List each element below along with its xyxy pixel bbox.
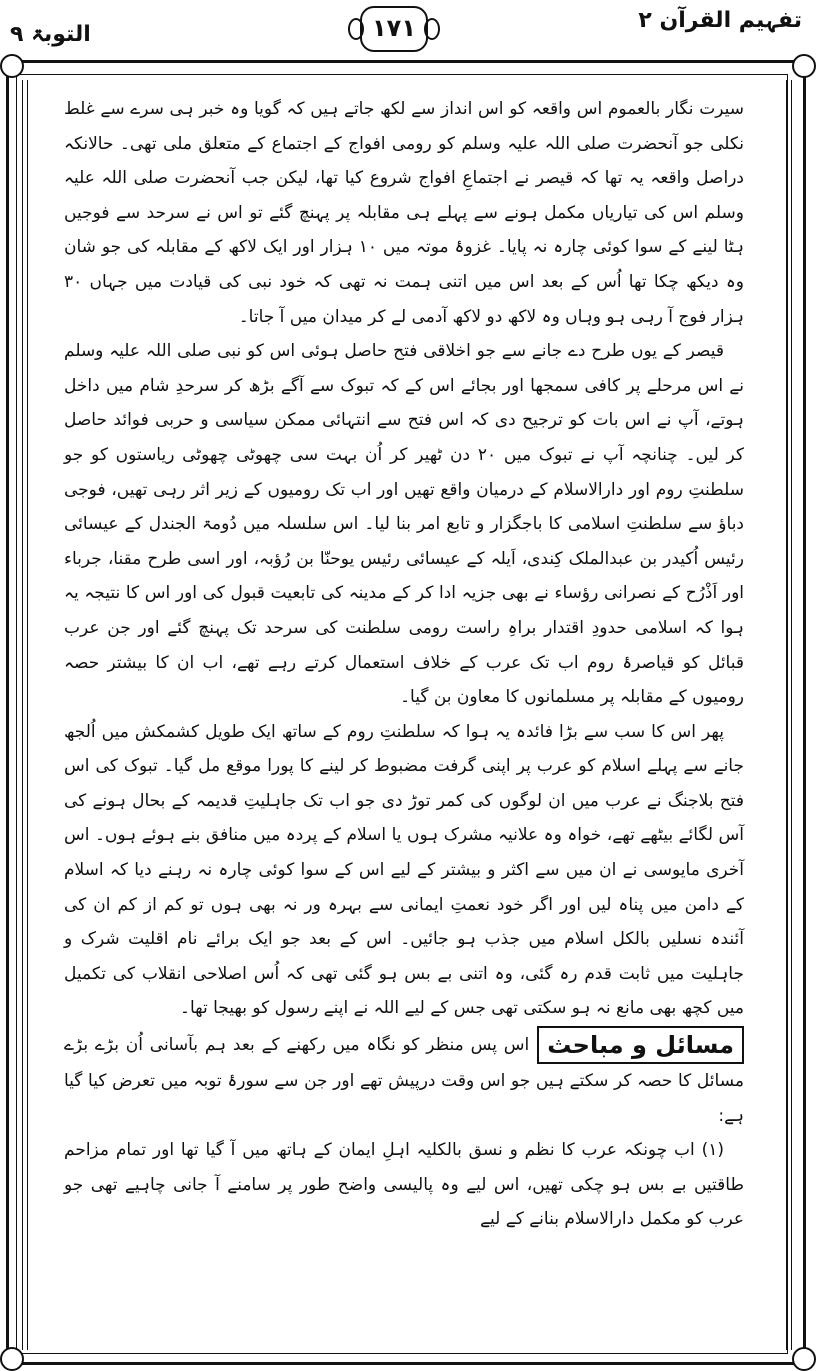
corner-ornament-top-right	[792, 54, 816, 78]
paragraph-3: پھر اس کا سب سے بڑا فائدہ یہ ہوا کہ سلطنتِ روم کے ساتھ ایک طویل کشمکش میں اُلجھ جانے سے پہلے اسلام کو عرب پر اپنی گرفت مضبوط کر لینے کا پورا موقع مل گیا۔ تبوک کی اس فتح بلاجنگ نے عرب میں ان لوگوں کی کمر توڑ دی جو اب تک جاہلیتِ قدیمہ کے بحال ہونے کی آس لگائے بیٹھے تھے، خواہ وہ علانیہ مشرک ہوں یا اسلام کے پردہ میں منافق بنے ہوئے ہوں۔ اس آخری مایوسی نے ان میں سے اکثر و بیشتر کے لیے اس کے سوا کوئی چارہ نہ رہنے دیا کہ اسلام کے دامن میں پناہ لیں اور اگر خود نعمتِ ایمانی سے بہرہ ور نہ بھی ہوں تو کم از کم ان کی آئندہ نسلیں بالکل اسلام میں جذب ہو جائیں۔ اس کے بعد جو ایک برائے نام اقلیت شرک و جاہلیت میں ثابت قدم رہ گئی، وہ اتنی بے بس ہو گئی تھی کہ اُس اصلاحی انقلاب کی تکمیل میں کچھ بھی مانع نہ ہو سکتی تھی جس کے لیے اللہ نے اپنے رسول کو بھیجا تھا۔	[64, 721, 744, 1019]
page-body	[64, 92, 744, 1237]
corner-ornament-bottom-left	[0, 1347, 24, 1371]
paragraph-1: سیرت نگار بالعموم اس واقعہ کو اس انداز سے لکھ جاتے ہیں کہ گویا وہ خبر ہی سرے سے غلط نکلی جو آنحضرت صلی اللہ علیہ وسلم کو رومی افواج کے اجتماع کے متعلق ملی تھی۔ حالانکہ دراصل واقعہ یہ تھا کہ قیصر نے اجتماعِ افواج شروع کیا تھا، لیکن جب آنحضرت صلی اللہ علیہ وسلم اس کی تیاریاں مکمل ہونے سے پہلے ہی مقابلہ پر پہنچ گئے تو اس نے سرحد سے فوجیں ہٹا لینے کے سوا کوئی چارہ نہ پایا۔ غزوۂ موتہ میں ۱۰ ہزار اور ایک لاکھ کے مقابلہ کی جو شان وہ دیکھ چکا تھا اُس کے بعد اس میں اتنی ہمت نہ تھی کہ خود نبی کی قیادت میں جہاں ۳۰ ہزار فوج آ رہی ہو وہاں وہ لاکھ دو لاکھ آدمی لے کر میدان میں آ جاتا۔	[64, 99, 744, 327]
corner-ornament-top-left	[0, 54, 24, 78]
point-1: (۱) اب چونکہ عرب کا نظم و نسق بالکلیہ اہلِ ایمان کے ہاتھ میں آ گیا تھا اور تمام مزاحم طاقتیں بے بس ہو چکی تھیں، اس لیے وہ پالیسی واضح طور پر سامنے آ جانی چاہیے تھی جو عرب کو مکمل دارالاسلام بنانے کے لیے	[64, 1140, 744, 1230]
book-title: تفہیم القرآن ۲	[638, 8, 802, 33]
border-pillar-left	[22, 80, 28, 1350]
surah-label: التوبۃ ۹	[10, 22, 91, 47]
section-intro-line	[64, 1026, 744, 1133]
paragraph-2: قیصر کے یوں طرح دے جانے سے جو اخلاقی فتح حاصل ہوئی اس کو نبی صلی اللہ علیہ وسلم نے اس مرحلے پر کافی سمجھا اور بجائے اس کے کہ تبوک سے آگے بڑھ کر سرحدِ شام میں داخل ہوتے، آپ نے اس بات کو ترجیح دی کہ اس فتح سے انتہائی ممکن سیاسی و حربی فوائد حاصل کر لیں۔ چنانچہ آپ نے تبوک میں ۲۰ دن ٹھیر کر اُن بہت سی چھوٹی چھوٹی ریاستوں کو جو سلطنتِ روم اور دارالاسلام کے درمیان واقع تھیں اور اب تک رومیوں کے زیر اثر رہی تھیں، فوجی دباؤ سے سلطنتِ اسلامی کا باجگزار و تابع امر بنا لیا۔ اس سلسلہ میں دُومۃ الجندل کے عیسائی رئیس اُکیدر بن عبدالملک کِندی، اَیلہ کے عیسائی رئیس یوحنّا بن رُؤبہ، اور اسی طرح مقنا، جرباء اور اَذْرُح کے نصرانی رؤساء نے بھی جزیہ ادا کر کے مدینہ کی تابعیت قبول کی اور اس کا نتیجہ یہ ہوا کہ اسلامی حدودِ اقتدار براہِ راست رومی سلطنت کی سرحد تک پہنچ گئے اور جن عرب قبائل کو قیاصرۂ روم اب تک عرب کے خلاف استعمال کرتے رہے تھے، اب ان کا بیشتر حصہ رومیوں کے مقابلہ پر مسلمانوں کا معاون بن گیا۔	[64, 341, 745, 708]
section-intro: اس پس منظر کو نگاہ میں رکھنے کے بعد ہم بآسانی اُن بڑے بڑے مسائل کا حصہ کر سکتے ہیں جو اس وقت درپیش تھے اور جن سے سورۂ توبہ میں تعرض کیا گیا ہے:	[64, 1035, 744, 1126]
section-heading: مسائل و مباحث	[537, 1026, 744, 1064]
corner-ornament-bottom-right	[792, 1347, 816, 1371]
border-pillar-right	[786, 80, 792, 1350]
page-header	[0, 0, 816, 58]
page-number: ۱۷۱	[360, 6, 428, 52]
